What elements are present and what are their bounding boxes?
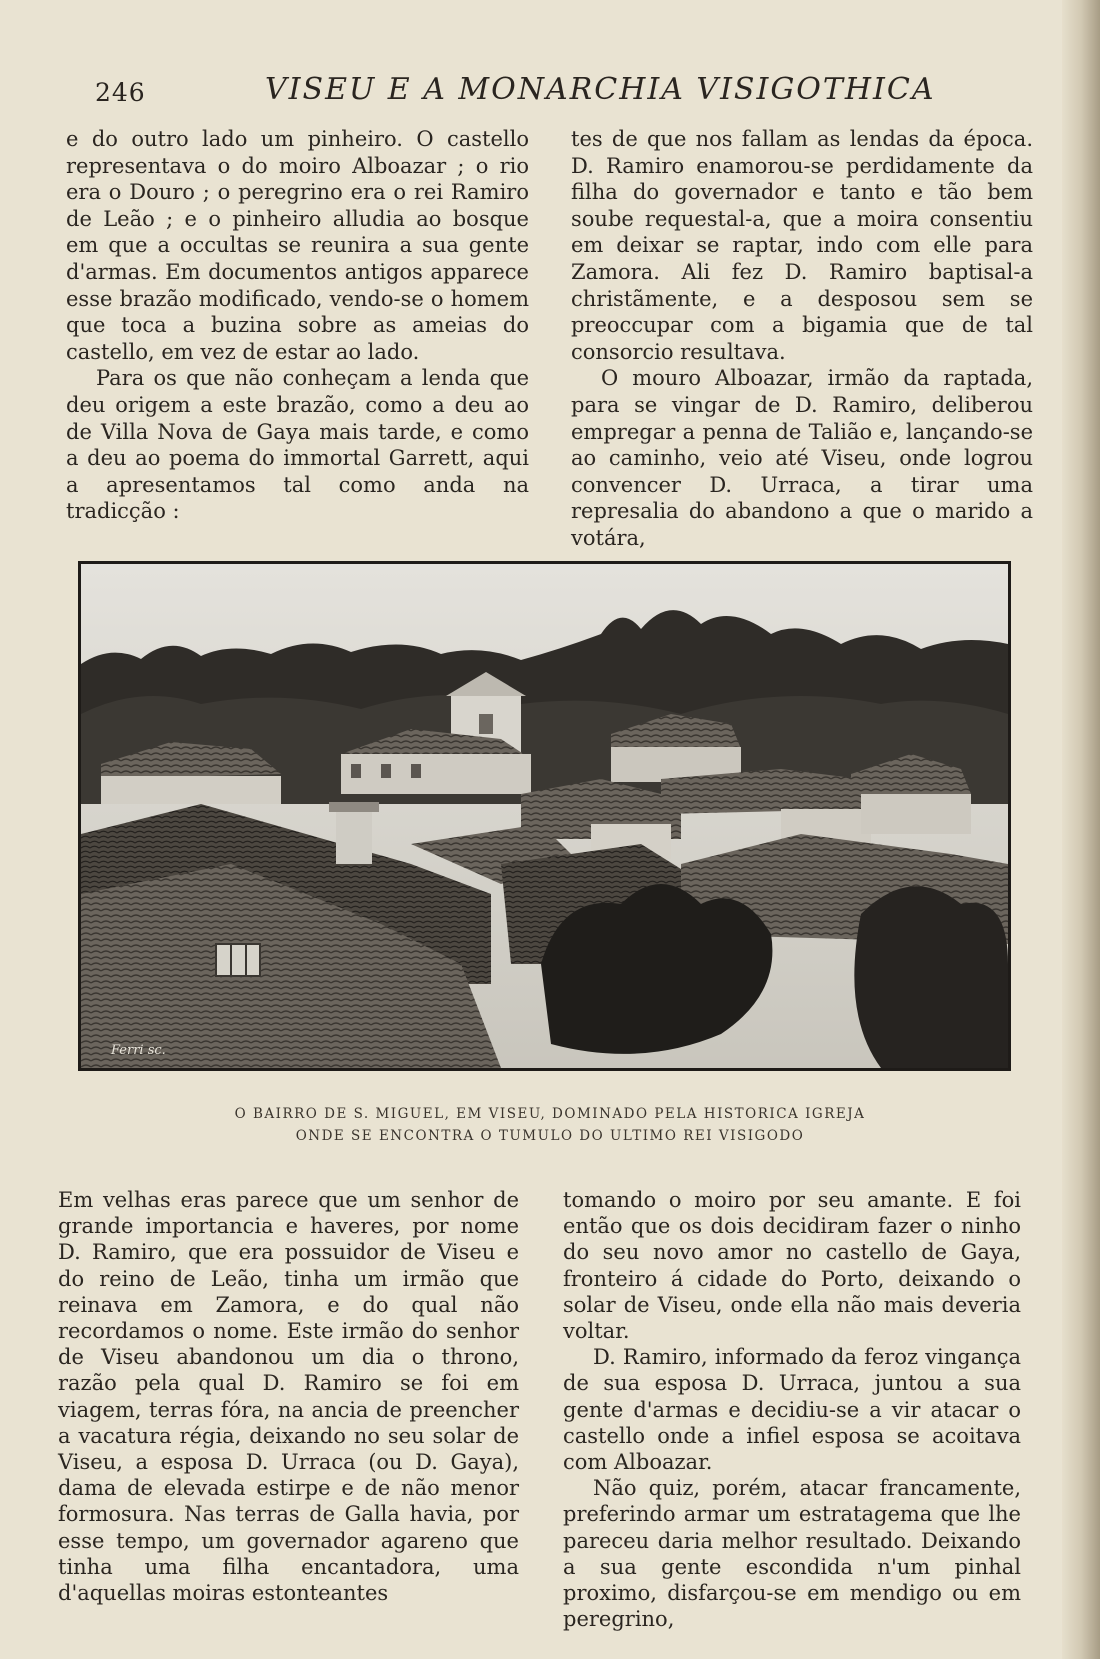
- book-spine-shadow: [1062, 0, 1100, 1659]
- text-column-top-left: [66, 126, 529, 522]
- paragraph: Para os que não conheçam a lenda que deu origem a este brazão, como a deu ao de Villa Nova de Gaya mais tarde, e como a deu ao poema do immortal Garrett, aqui a apresentamos tal como anda na tradicção :: [66, 366, 529, 524]
- running-title: VISEU E A MONARCHIA VISIGOTHICA: [265, 72, 936, 107]
- page-number: 246: [95, 78, 146, 107]
- paragraph: D. Ramiro, informado da feroz vingança de sua esposa D. Urraca, juntou a sua gente d'armas e decidiu-se a vir atacar o castello onde a infiel esposa se acoitava com Alboazar.: [563, 1345, 1021, 1475]
- figure-caption: [150, 1103, 950, 1147]
- rooftops-illustration: [81, 564, 1008, 1068]
- paragraph: O mouro Alboazar, irmão da raptada, para se vingar de D. Ramiro, deliberou empregar a penna de Talião e, lançando-se ao caminho, veio até Viseu, onde logrou convencer D. Urraca, a tirar uma represalia do abandono a que o marido a votára,: [571, 366, 1033, 550]
- paragraph: tes de que nos fallam as lendas da época. D. Ramiro enamorou-se perdidamente da filha do governador e tanto e tão bem soube requestal-a, que a moira consentiu em deixar se raptar, indo com elle para Zamora. Ali fez D. Ramiro baptisal-a christãmente, e a desposou sem se preoccupar com a bigamia que de tal consorcio resultava.: [571, 127, 1033, 364]
- text-column-bottom-left: [58, 1187, 519, 1606]
- text-column-top-right: [571, 126, 1033, 550]
- paragraph: Em velhas eras parece que um senhor de grande importancia e haveres, por nome D. Ramiro, que era possuidor de Viseu e do reino de Leão, tinha um irmão que reinava em Zamora, e do qual não recordamos o nome. Este irmão do senhor de Viseu abandonou um dia o throno, razão pela qual D. Ramiro se foi em viagem, terras fóra, na ancia de preencher a vacatura régia, deixando no seu solar de Viseu, a esposa D. Urraca (ou D. Gaya), dama de elevada estirpe e de não menor formosura. Nas terras de Galla havia, por esse tempo, um governador agareno que tinha uma filha encantadora, uma d'aquellas moiras estonteantes: [58, 1188, 519, 1606]
- paragraph: tomando o moiro por seu amante. E foi então que os dois decidiram fazer o ninho do seu novo amor no castello de Gaya, fronteiro á cidade do Porto, deixando o solar de Viseu, onde ella não mais deveria voltar.: [563, 1188, 1021, 1344]
- engraver-signature: Ferri sc.: [111, 1043, 166, 1058]
- paragraph: Não quiz, porém, atacar francamente, preferindo armar um estratagema que lhe pareceu daria melhor resultado. Deixando a sua gente escondida n'um pinhal proximo, disfarçou-se em mendigo ou em peregrino,: [563, 1476, 1021, 1632]
- town-photograph: [78, 561, 1011, 1071]
- paragraph: e do outro lado um pinheiro. O castello representava o do moiro Alboazar ; o rio era o Douro ; o peregrino era o rei Ramiro de Leão ; e o pinheiro alludia ao bosque em que a occultas se reunira a sua gente d'armas. Em documentos antigos apparece esse brazão modificado, vendo-se o homem que toca a buzina sobre as ameias do castello, em vez de estar ao lado.: [66, 127, 529, 364]
- caption-line: O BAIRRO DE S. MIGUEL, EM VISEU, DOMINADO PELA HISTORICA IGREJA: [234, 1106, 866, 1122]
- page-header: [95, 72, 936, 108]
- caption-line: ONDE SE ENCONTRA O TUMULO DO ULTIMO REI VISIGODO: [295, 1128, 805, 1144]
- text-column-bottom-right: [563, 1187, 1021, 1632]
